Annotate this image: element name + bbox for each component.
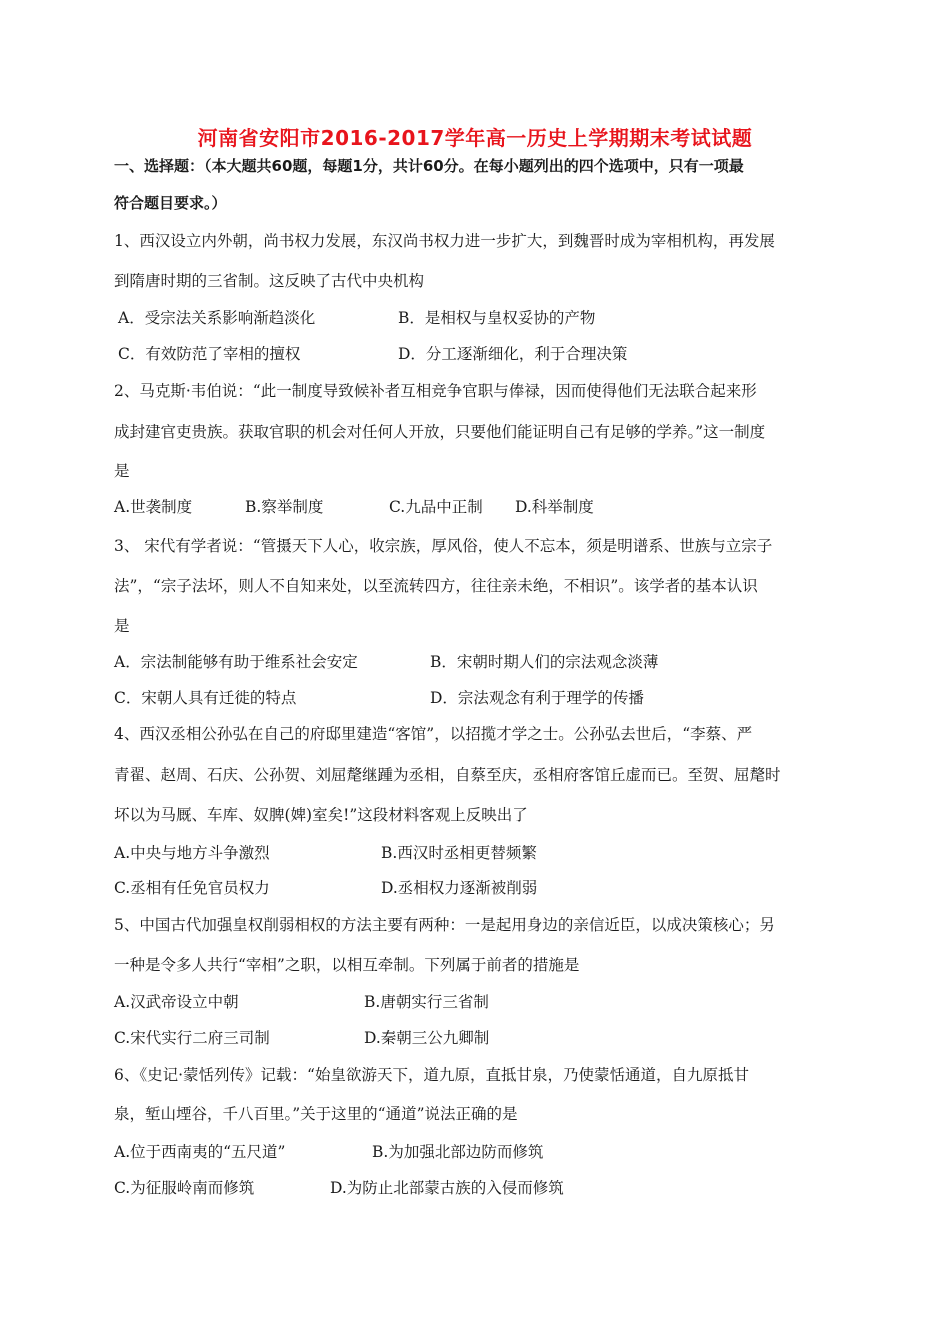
q3-stem-line-3: 是 [114, 617, 130, 635]
q6-stem-line-1: 6、《史记·蒙恬列传》记载：“始皇欲游天下，道九原，直抵甘泉，乃使蒙恬通道，自九原抵甘 [114, 1066, 749, 1084]
q1-option-c: C．有效防范了宰相的擅权 [118, 345, 301, 363]
q5-stem-line-1: 5、中国古代加强皇权削弱相权的方法主要有两种：一是起用身边的亲信近臣，以成决策核心；另 [114, 916, 775, 934]
q1-option-b: B．是相权与皇权妥协的产物 [398, 309, 596, 327]
section-heading-line-2: 符合题目要求。） [114, 194, 227, 212]
q4-option-c: C.丞相有任免官员权力 [114, 879, 270, 897]
q4-option-b: B.西汉时丞相更替频繁 [381, 844, 537, 862]
q3-stem-line-1: 3、 宋代有学者说：“管摄天下人心，收宗族，厚风俗，使人不忘本，须是明谱系、世族与立宗子 [114, 537, 773, 555]
q1-stem-line-2: 到隋唐时期的三省制。这反映了古代中央机构 [114, 272, 425, 290]
section-heading-line-1: 一、选择题：（本大题共60题，每题1分，共计60分。在每小题列出的四个选项中，只有一项最 [114, 157, 744, 175]
q6-option-a: A.位于西南夷的“五尺道” [114, 1143, 286, 1161]
q1-stem-line-1: 1、西汉设立内外朝，尚书权力发展，东汉尚书权力进一步扩大，到魏晋时成为宰相机构，再发展 [114, 232, 775, 250]
q6-option-c: C.为征服岭南而修筑 [114, 1179, 255, 1197]
q5-option-a: A.汉武帝设立中朝 [114, 993, 239, 1011]
q5-option-c: C.宋代实行二府三司制 [114, 1029, 270, 1047]
q4-stem-line-3: 坏以为马厩、车库、奴脾(婢)室矣!”这段材料客观上反映出了 [114, 806, 528, 824]
q4-stem-line-1: 4、西汉丞相公孙弘在自己的府邸里建造“客馆”，以招揽才学之士。公孙弘去世后，“李蔡、严 [114, 725, 753, 743]
q5-stem-line-2: 一种是令多人共行“宰相”之职，以相互牵制。下列属于前者的措施是 [114, 956, 580, 974]
q4-option-a: A.中央与地方斗争激烈 [114, 844, 270, 862]
q3-option-d: D．宗法观念有利于理学的传播 [430, 689, 644, 707]
q2-option-c: C.九品中正制 [389, 498, 483, 516]
q5-option-b: B.唐朝实行三省制 [364, 993, 489, 1011]
q3-option-c: C．宋朝人具有迁徙的特点 [114, 689, 297, 707]
q2-stem-line-1: 2、马克斯·韦伯说：“此一制度导致候补者互相竞争官职与俸禄，因而使得他们无法联合起来形 [114, 382, 757, 400]
q3-option-a: A．宗法制能够有助于维系社会安定 [114, 653, 358, 671]
q2-option-b: B.察举制度 [245, 498, 324, 516]
q6-option-b: B.为加强北部边防而修筑 [372, 1143, 544, 1161]
q4-option-d: D.丞相权力逐渐被削弱 [381, 879, 538, 897]
page-title: 河南省安阳市2016-2017学年高一历史上学期期末考试试题 [197, 126, 753, 150]
q3-stem-line-2: 法”，“宗子法坏，则人不自知来处，以至流转四方，往往亲未绝，不相识”。该学者的基本认识 [114, 577, 758, 595]
q1-option-a: A．受宗法关系影响渐趋淡化 [118, 309, 316, 327]
q5-option-d: D.秦朝三公九卿制 [364, 1029, 490, 1047]
q3-option-b: B．宋朝时期人们的宗法观念淡薄 [430, 653, 659, 671]
q4-stem-line-2: 青翟、赵周、石庆、公孙贺、刘屈氂继踵为丞相，自蔡至庆，丞相府客馆丘虚而已。至贺、屈氂时 [114, 766, 781, 784]
q6-stem-line-2: 泉，堑山堙谷，千八百里。”关于这里的“通道”说法正确的是 [114, 1105, 518, 1123]
q2-option-a: A.世袭制度 [114, 498, 193, 516]
q1-option-d: D．分工逐渐细化，利于合理决策 [398, 345, 628, 363]
q2-option-d: D.科举制度 [515, 498, 594, 516]
q2-stem-line-3: 是 [114, 462, 130, 480]
q2-stem-line-2: 成封建官吏贵族。获取官职的机会对任何人开放，只要他们能证明自己有足够的学养。”这一制度 [114, 423, 766, 441]
q6-option-d: D.为防止北部蒙古族的入侵而修筑 [330, 1179, 564, 1197]
